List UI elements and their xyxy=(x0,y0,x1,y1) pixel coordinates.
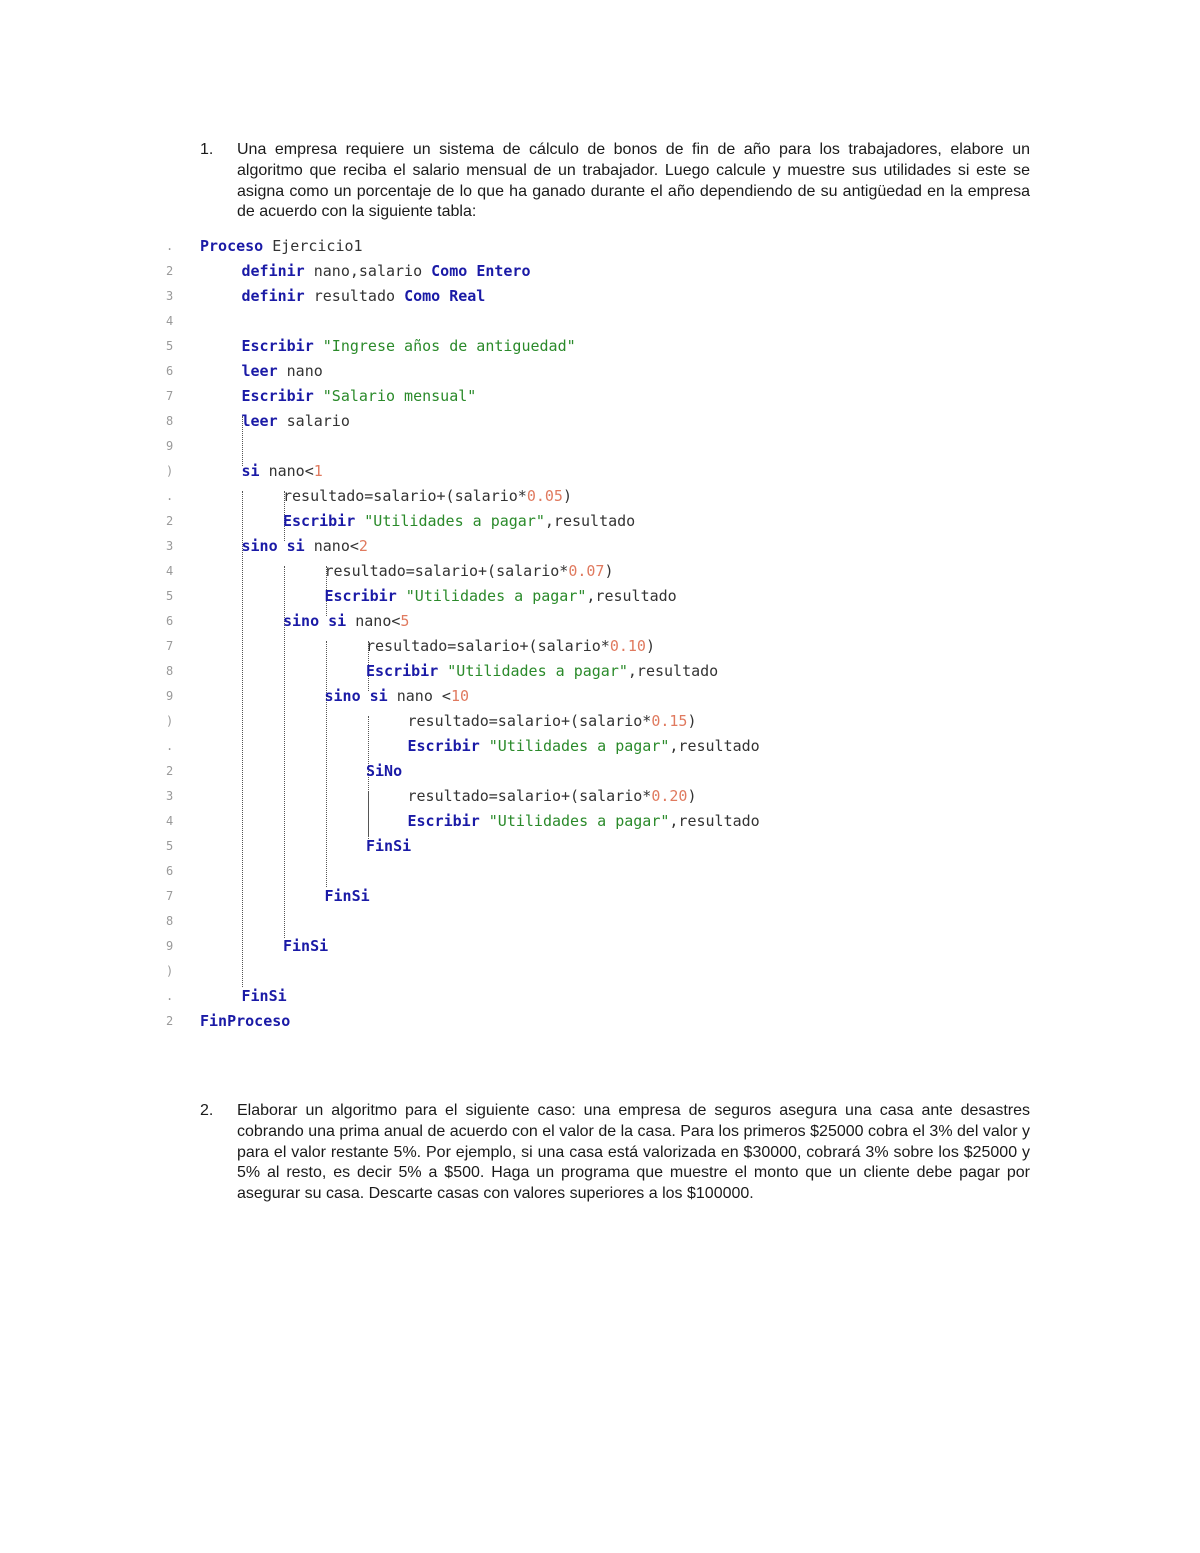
code-text xyxy=(242,284,486,309)
code-line xyxy=(160,359,1060,384)
code-token xyxy=(467,262,476,280)
code-line xyxy=(160,634,1060,659)
code-token: "Ingrese años de antiguedad" xyxy=(322,337,576,355)
code-line xyxy=(160,334,1060,359)
code-token: ,resultado xyxy=(669,737,760,755)
code-token xyxy=(314,387,323,405)
code-text xyxy=(325,884,370,909)
code-token: "Utilidades a pagar" xyxy=(364,512,545,530)
code-line xyxy=(160,509,1060,534)
code-token: salario xyxy=(277,412,350,430)
line-number: 5 xyxy=(166,839,174,853)
code-token: Real xyxy=(449,287,486,305)
line-number: 8 xyxy=(166,914,174,928)
code-text xyxy=(408,734,760,759)
code-text xyxy=(242,984,287,1009)
line-number: ) xyxy=(166,464,174,478)
code-token: "Utilidades a pagar" xyxy=(447,662,628,680)
code-text xyxy=(242,459,323,484)
line-number: 8 xyxy=(166,664,174,678)
line-number: 8 xyxy=(166,414,174,428)
code-token: nano,salario xyxy=(304,262,432,280)
line-number: 6 xyxy=(166,614,174,628)
code-token: sino si xyxy=(241,537,305,555)
code-token: FinProceso xyxy=(200,1012,291,1030)
code-token: 2 xyxy=(358,537,368,555)
code-text xyxy=(242,534,368,559)
line-number: 2 xyxy=(166,764,174,778)
code-line xyxy=(160,659,1060,684)
code-text xyxy=(366,659,718,684)
line-number: 3 xyxy=(166,789,174,803)
code-line xyxy=(160,859,1060,884)
code-token: resultado xyxy=(304,287,405,305)
problem-2-number: 2. xyxy=(200,1102,214,1119)
line-number: ) xyxy=(166,714,174,728)
code-token: ,resultado xyxy=(586,587,677,605)
code-token: FinSi xyxy=(241,987,287,1005)
line-number: 6 xyxy=(166,364,174,378)
code-line xyxy=(160,309,1060,334)
code-text xyxy=(242,409,350,434)
line-number: 2 xyxy=(166,514,174,528)
code-token: 1 xyxy=(313,462,323,480)
code-token: definir xyxy=(241,262,305,280)
code-text xyxy=(200,234,363,259)
code-token: Escribir xyxy=(283,512,356,530)
problem-1 xyxy=(200,140,1030,223)
code-token: leer xyxy=(241,412,278,430)
line-number: 3 xyxy=(166,289,174,303)
code-line xyxy=(160,234,1060,259)
problem-1-number: 1. xyxy=(200,141,214,158)
code-token: Como xyxy=(404,287,441,305)
line-number: 9 xyxy=(166,439,174,453)
code-token: ) xyxy=(604,562,614,580)
code-line xyxy=(160,259,1060,284)
code-token: 0.10 xyxy=(609,637,646,655)
line-number: 9 xyxy=(166,689,174,703)
code-text xyxy=(325,684,470,709)
code-line xyxy=(160,409,1060,434)
line-number: 3 xyxy=(166,539,174,553)
code-token: FinSi xyxy=(324,887,370,905)
line-number: 4 xyxy=(166,314,174,328)
code-line xyxy=(160,734,1060,759)
code-line xyxy=(160,959,1060,984)
code-block xyxy=(160,234,1060,1044)
code-token: FinSi xyxy=(366,837,412,855)
code-text xyxy=(408,809,760,834)
code-line xyxy=(160,559,1060,584)
code-line xyxy=(160,459,1060,484)
code-token: Escribir xyxy=(241,387,314,405)
code-token xyxy=(314,337,323,355)
line-number: 6 xyxy=(166,864,174,878)
code-token: Proceso xyxy=(200,237,264,255)
code-line xyxy=(160,484,1060,509)
code-text xyxy=(408,784,697,809)
code-token: ) xyxy=(687,787,697,805)
code-text xyxy=(242,334,576,359)
code-token: Escribir xyxy=(407,737,480,755)
line-number: . xyxy=(166,739,174,753)
code-token: resultado=salario+(salario* xyxy=(283,487,527,505)
code-line xyxy=(160,984,1060,1009)
line-number: 4 xyxy=(166,564,174,578)
code-token: sino si xyxy=(283,612,347,630)
code-text xyxy=(283,934,328,959)
code-line xyxy=(160,1009,1060,1034)
code-token: FinSi xyxy=(283,937,329,955)
line-number: 4 xyxy=(166,814,174,828)
code-token: nano< xyxy=(259,462,314,480)
code-token xyxy=(440,287,449,305)
code-token: 0.15 xyxy=(651,712,688,730)
code-line xyxy=(160,384,1060,409)
line-number: 7 xyxy=(166,889,174,903)
line-number: 5 xyxy=(166,339,174,353)
problem-2 xyxy=(200,1101,1030,1205)
code-token: ) xyxy=(562,487,572,505)
code-token: ) xyxy=(645,637,655,655)
code-line xyxy=(160,534,1060,559)
code-text xyxy=(283,509,635,534)
code-token: 0.07 xyxy=(568,562,605,580)
line-number: . xyxy=(166,989,174,1003)
code-token: "Salario mensual" xyxy=(322,387,477,405)
code-token: nano xyxy=(277,362,323,380)
line-number: 9 xyxy=(166,939,174,953)
code-token xyxy=(438,662,447,680)
code-token: si xyxy=(241,462,260,480)
code-line xyxy=(160,709,1060,734)
code-text xyxy=(325,584,677,609)
line-number: ) xyxy=(166,964,174,978)
code-token: 10 xyxy=(450,687,469,705)
code-line xyxy=(160,584,1060,609)
code-text xyxy=(408,709,697,734)
code-token xyxy=(397,587,406,605)
code-line xyxy=(160,284,1060,309)
code-token xyxy=(355,512,364,530)
code-token: Entero xyxy=(476,262,531,280)
code-token: ) xyxy=(687,712,697,730)
line-number: . xyxy=(166,489,174,503)
code-text xyxy=(242,384,477,409)
code-token: Ejercicio1 xyxy=(263,237,363,255)
code-line xyxy=(160,934,1060,959)
code-token xyxy=(480,737,489,755)
code-token: SiNo xyxy=(366,762,403,780)
code-line xyxy=(160,834,1060,859)
code-token: nano < xyxy=(387,687,451,705)
code-token: Como xyxy=(431,262,468,280)
code-text xyxy=(242,359,323,384)
line-number: . xyxy=(166,239,174,253)
code-token: resultado=salario+(salario* xyxy=(407,787,652,805)
code-token: 0.20 xyxy=(651,787,688,805)
code-token: ,resultado xyxy=(669,812,760,830)
line-number: 7 xyxy=(166,639,174,653)
code-token: nano< xyxy=(346,612,401,630)
code-token: Escribir xyxy=(241,337,314,355)
code-token: ,resultado xyxy=(544,512,636,530)
code-token: resultado=salario+(salario* xyxy=(407,712,652,730)
code-token: "Utilidades a pagar" xyxy=(488,812,670,830)
code-text xyxy=(283,609,409,634)
code-token: resultado=salario+(salario* xyxy=(324,562,569,580)
code-token: Escribir xyxy=(407,812,480,830)
code-line xyxy=(160,909,1060,934)
code-token: sino si xyxy=(324,687,388,705)
line-number: 2 xyxy=(166,264,174,278)
line-number: 2 xyxy=(166,1014,174,1028)
code-token: resultado=salario+(salario* xyxy=(366,637,610,655)
code-text xyxy=(200,1009,290,1034)
line-number: 7 xyxy=(166,389,174,403)
code-token: "Utilidades a pagar" xyxy=(488,737,670,755)
code-token: Escribir xyxy=(324,587,397,605)
problem-2-text: Elaborar un algoritmo para el siguiente caso: una empresa de seguros asegura una casa ante desastres cobrando una prima anual de acuerdo con el valor de la casa. Para los primeros $25000 cobra el 3% del valor y para el valor restante 5%. Por ejemplo, si una casa está valorizada en $30000, cobrará 3% sobre los $25000 y 5% al resto, es decir 5% a $500. Haga un programa que muestre el monto que un cliente debe pagar por asegurar su casa. Descarte casas con valores superiores a los $100000. xyxy=(237,1102,1030,1203)
code-text xyxy=(242,259,531,284)
code-text xyxy=(283,484,572,509)
code-token xyxy=(480,812,489,830)
code-line xyxy=(160,759,1060,784)
code-token: "Utilidades a pagar" xyxy=(405,587,587,605)
code-line xyxy=(160,784,1060,809)
code-line xyxy=(160,809,1060,834)
code-token: definir xyxy=(241,287,305,305)
code-token: nano< xyxy=(304,537,359,555)
code-token: ,resultado xyxy=(627,662,719,680)
line-number: 5 xyxy=(166,589,174,603)
code-line xyxy=(160,884,1060,909)
code-line xyxy=(160,684,1060,709)
code-text xyxy=(366,759,402,784)
code-line xyxy=(160,434,1060,459)
code-token: Escribir xyxy=(366,662,439,680)
code-token: leer xyxy=(241,362,278,380)
code-token: 0.05 xyxy=(526,487,563,505)
code-text xyxy=(366,634,655,659)
code-line xyxy=(160,609,1060,634)
problem-1-text: Una empresa requiere un sistema de cálculo de bonos de fin de año para los trabajadores, elabore un algoritmo que reciba el salario mensual de un trabajador. Luego calcule y muestre sus utilidades si este se asigna como un porcentaje de lo que ha ganado durante el año dependiendo de su antigüedad en la empresa de acuerdo con la siguiente tabla: xyxy=(237,141,1030,221)
code-text xyxy=(366,834,411,859)
code-token: 5 xyxy=(400,612,410,630)
code-text xyxy=(325,559,614,584)
